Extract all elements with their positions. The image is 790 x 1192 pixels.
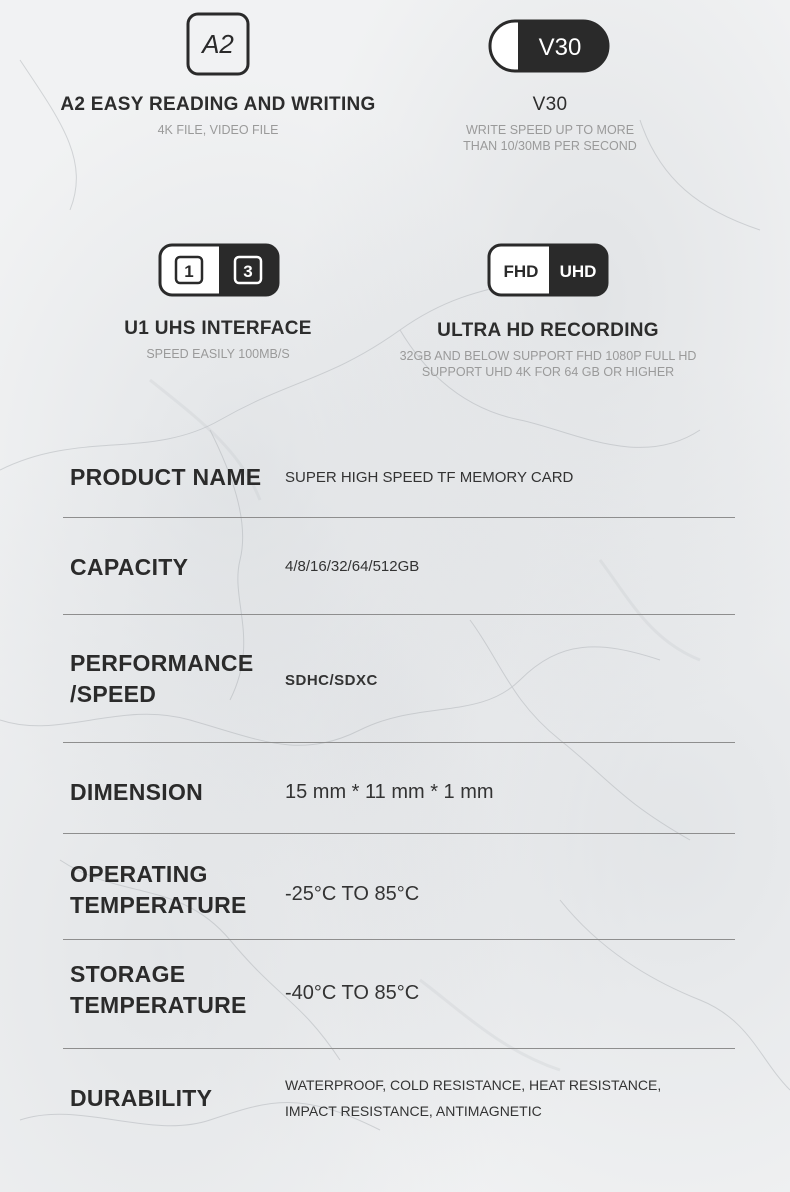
feature-description-line: THAN 10/30MB PER SECOND bbox=[463, 139, 637, 153]
spec-row-operating-temperature bbox=[63, 859, 735, 923]
spec-row-performance bbox=[63, 648, 735, 712]
feature-description bbox=[400, 122, 700, 154]
spec-row-storage-temperature bbox=[63, 959, 735, 1023]
spec-value-line: IMPACT RESISTANCE, ANTIMAGNETIC bbox=[285, 1103, 542, 1119]
feature-title: ULTRA HD RECORDING bbox=[437, 320, 659, 341]
spec-value-line: WATERPROOF, COLD RESISTANCE, HEAT RESISTANCE, bbox=[285, 1077, 662, 1093]
spec-label: DIMENSION bbox=[70, 779, 204, 805]
spec-value: 4/8/16/32/64/512GB bbox=[285, 558, 420, 575]
divider bbox=[63, 742, 735, 743]
spec-value: SDHC/SDXC bbox=[285, 672, 378, 689]
spec-label-line: TEMPERATURE bbox=[70, 992, 247, 1018]
spec-label-line: STORAGE bbox=[70, 961, 186, 987]
spec-label bbox=[70, 859, 247, 921]
spec-value: -40°C TO 85°C bbox=[285, 982, 420, 1004]
a2-icon bbox=[186, 12, 250, 76]
divider bbox=[63, 1048, 735, 1049]
divider bbox=[63, 833, 735, 834]
spec-row-dimension bbox=[63, 775, 735, 815]
a2-badge-text: A2 bbox=[202, 29, 234, 59]
spec-label: CAPACITY bbox=[70, 554, 189, 580]
feature-description-line: WRITE SPEED UP TO MORE bbox=[465, 123, 635, 137]
spec-label: DURABILITY bbox=[70, 1085, 213, 1111]
spec-label bbox=[70, 959, 247, 1021]
uhs-icon bbox=[158, 243, 280, 297]
feature-title: A2 EASY READING AND WRITING bbox=[60, 94, 376, 115]
spec-label-line: /SPEED bbox=[70, 681, 157, 707]
v30-badge-text: V30 bbox=[538, 34, 582, 61]
feature-description-line: SPEED EASILY 100MB/S bbox=[146, 347, 290, 361]
svg-text:3: 3 bbox=[243, 262, 253, 281]
fhd-uhd-icon bbox=[487, 243, 609, 297]
spec-value bbox=[285, 1072, 661, 1124]
spec-value: SUPER HIGH SPEED TF MEMORY CARD bbox=[285, 469, 574, 486]
feature-description-line: SUPPORT UHD 4K FOR 64 GB OR HIGHER bbox=[421, 365, 675, 379]
spec-label-line: PERFORMANCE bbox=[70, 650, 254, 676]
spec-label-line: TEMPERATURE bbox=[70, 892, 247, 918]
spec-value: 15 mm * 11 mm * 1 mm bbox=[285, 781, 494, 803]
feature-description-line: 4K FILE, VIDEO FILE bbox=[157, 123, 279, 137]
feature-description-line: 32GB AND BELOW SUPPORT FHD 1080P FULL HD bbox=[399, 349, 697, 363]
spec-label: PRODUCT NAME bbox=[70, 464, 262, 490]
fhd-badge-text: FHD bbox=[503, 262, 539, 281]
divider bbox=[63, 517, 735, 518]
spec-row-product-name bbox=[63, 458, 735, 498]
spec-row-capacity bbox=[63, 550, 735, 590]
divider bbox=[63, 614, 735, 615]
spec-label-line: OPERATING bbox=[70, 861, 208, 887]
spec-label bbox=[70, 648, 253, 710]
feature-description bbox=[388, 348, 708, 380]
spec-row-durability bbox=[63, 1070, 735, 1126]
uhd-badge-text: UHD bbox=[559, 262, 597, 281]
svg-text:1: 1 bbox=[184, 262, 194, 281]
v30-icon bbox=[488, 19, 610, 73]
feature-description bbox=[40, 122, 396, 138]
feature-description bbox=[40, 346, 396, 362]
spec-value: -25°C TO 85°C bbox=[285, 883, 420, 905]
feature-title: U1 UHS INTERFACE bbox=[124, 318, 312, 339]
feature-title: V30 bbox=[532, 94, 568, 115]
divider bbox=[63, 939, 735, 940]
